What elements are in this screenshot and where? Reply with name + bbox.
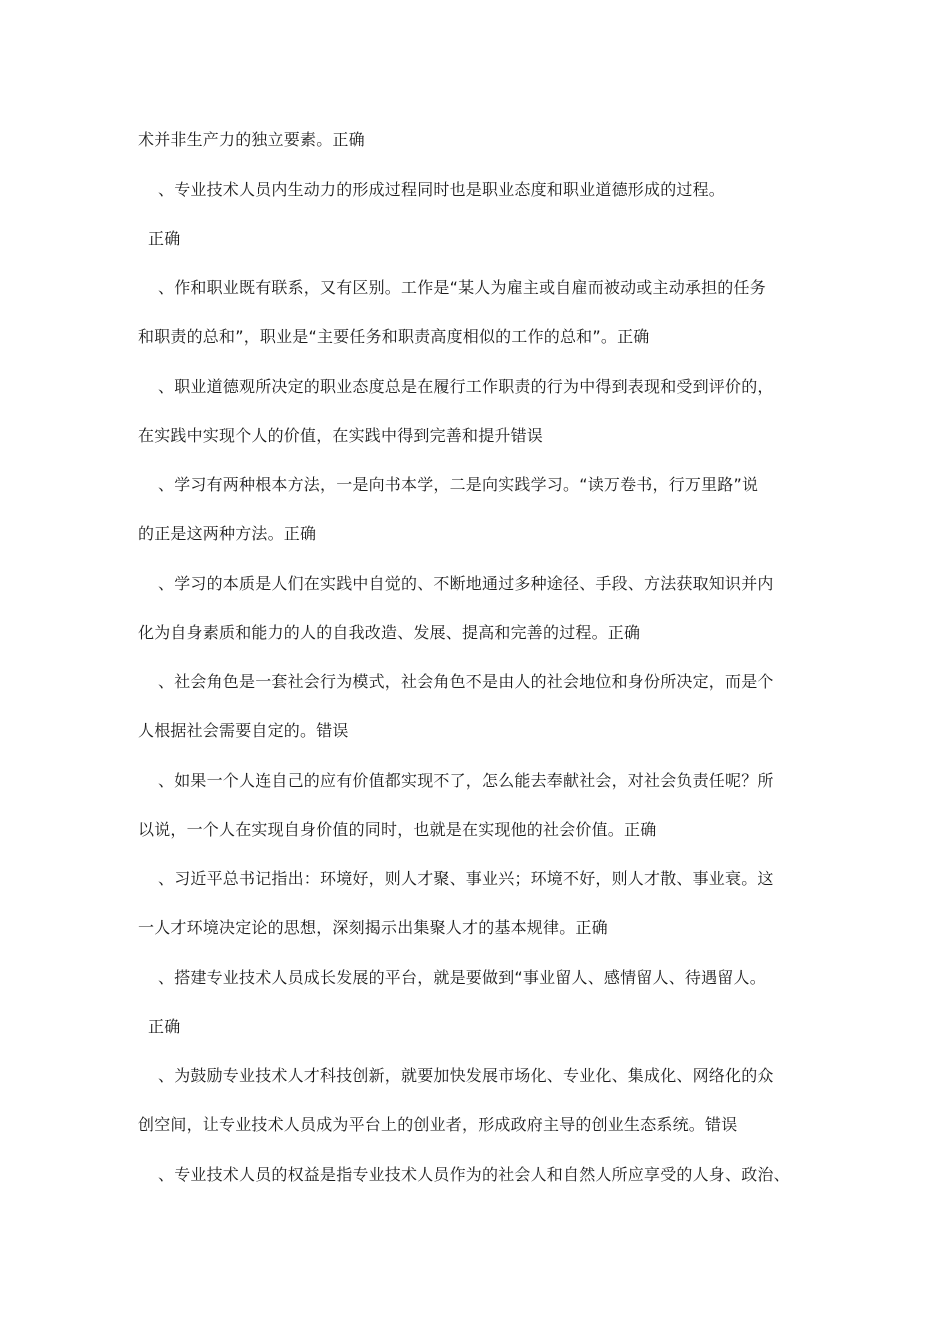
text-line-12: 、社会角色是一套社会行为模式，社会角色不是由人的社会地位和身份所决定，而是个 — [158, 672, 774, 691]
text-line-9: 的正是这两种方法。正确 — [138, 524, 317, 543]
text-line-16: 、习近平总书记指出：环境好，则人才聚、事业兴；环境不好，则人才散、事业衰。这 — [158, 869, 774, 888]
text-line-7: 在实践中实现个人的价值，在实践中得到完善和提升错误 — [138, 426, 544, 445]
text-line-18: 、搭建专业技术人员成长发展的平台，就是要做到“事业留人、感情留人、待遇留人。 — [158, 968, 766, 987]
text-line-3: 正确 — [148, 229, 181, 248]
text-line-14: 、如果一个人连自己的应有价值都实现不了，怎么能去奉献社会，对社会负责任呢？所 — [158, 771, 774, 790]
text-line-4: 、作和职业既有联系，又有区别。工作是“某人为雇主或自雇而被动或主动承担的任务 — [158, 278, 766, 297]
text-line-15: 以说，一个人在实现自身价值的同时，也就是在实现他的社会价值。正确 — [138, 820, 657, 839]
text-line-5: 和职责的总和”，职业是“主要任务和职责高度相似的工作的总和”。正确 — [138, 327, 650, 346]
text-line-20: 、为鼓励专业技术人才科技创新，就要加快发展市场化、专业化、集成化、网络化的众 — [158, 1066, 774, 1085]
text-line-21: 创空间，让专业技术人员成为平台上的创业者，形成政府主导的创业生态系统。错误 — [138, 1115, 738, 1134]
text-line-11: 化为自身素质和能力的人的自我改造、发展、提高和完善的过程。正确 — [138, 623, 641, 642]
text-line-6: 、职业道德观所决定的职业态度总是在履行工作职责的行为中得到表现和受到评价的， — [158, 377, 774, 396]
text-line-2: 、专业技术人员内生动力的形成过程同时也是职业态度和职业道德形成的过程。 — [158, 180, 726, 199]
text-line-8: 、学习有两种根本方法，一是向书本学，二是向实践学习。“读万卷书，行万里路”说 — [158, 475, 759, 494]
text-line-17: 一人才环境决定论的思想，深刻揭示出集聚人才的基本规律。正确 — [138, 918, 608, 937]
text-line-10: 、学习的本质是人们在实践中自觉的、不断地通过多种途径、手段、方法获取知识并内 — [158, 574, 774, 593]
text-line-1: 术并非生产力的独立要素。正确 — [138, 130, 365, 149]
text-line-13: 人根据社会需要自定的。错误 — [138, 721, 349, 740]
text-line-19: 正确 — [148, 1017, 181, 1036]
text-line-22: 、专业技术人员的权益是指专业技术人员作为的社会人和自然人所应享受的人身、政治、 — [158, 1165, 790, 1184]
